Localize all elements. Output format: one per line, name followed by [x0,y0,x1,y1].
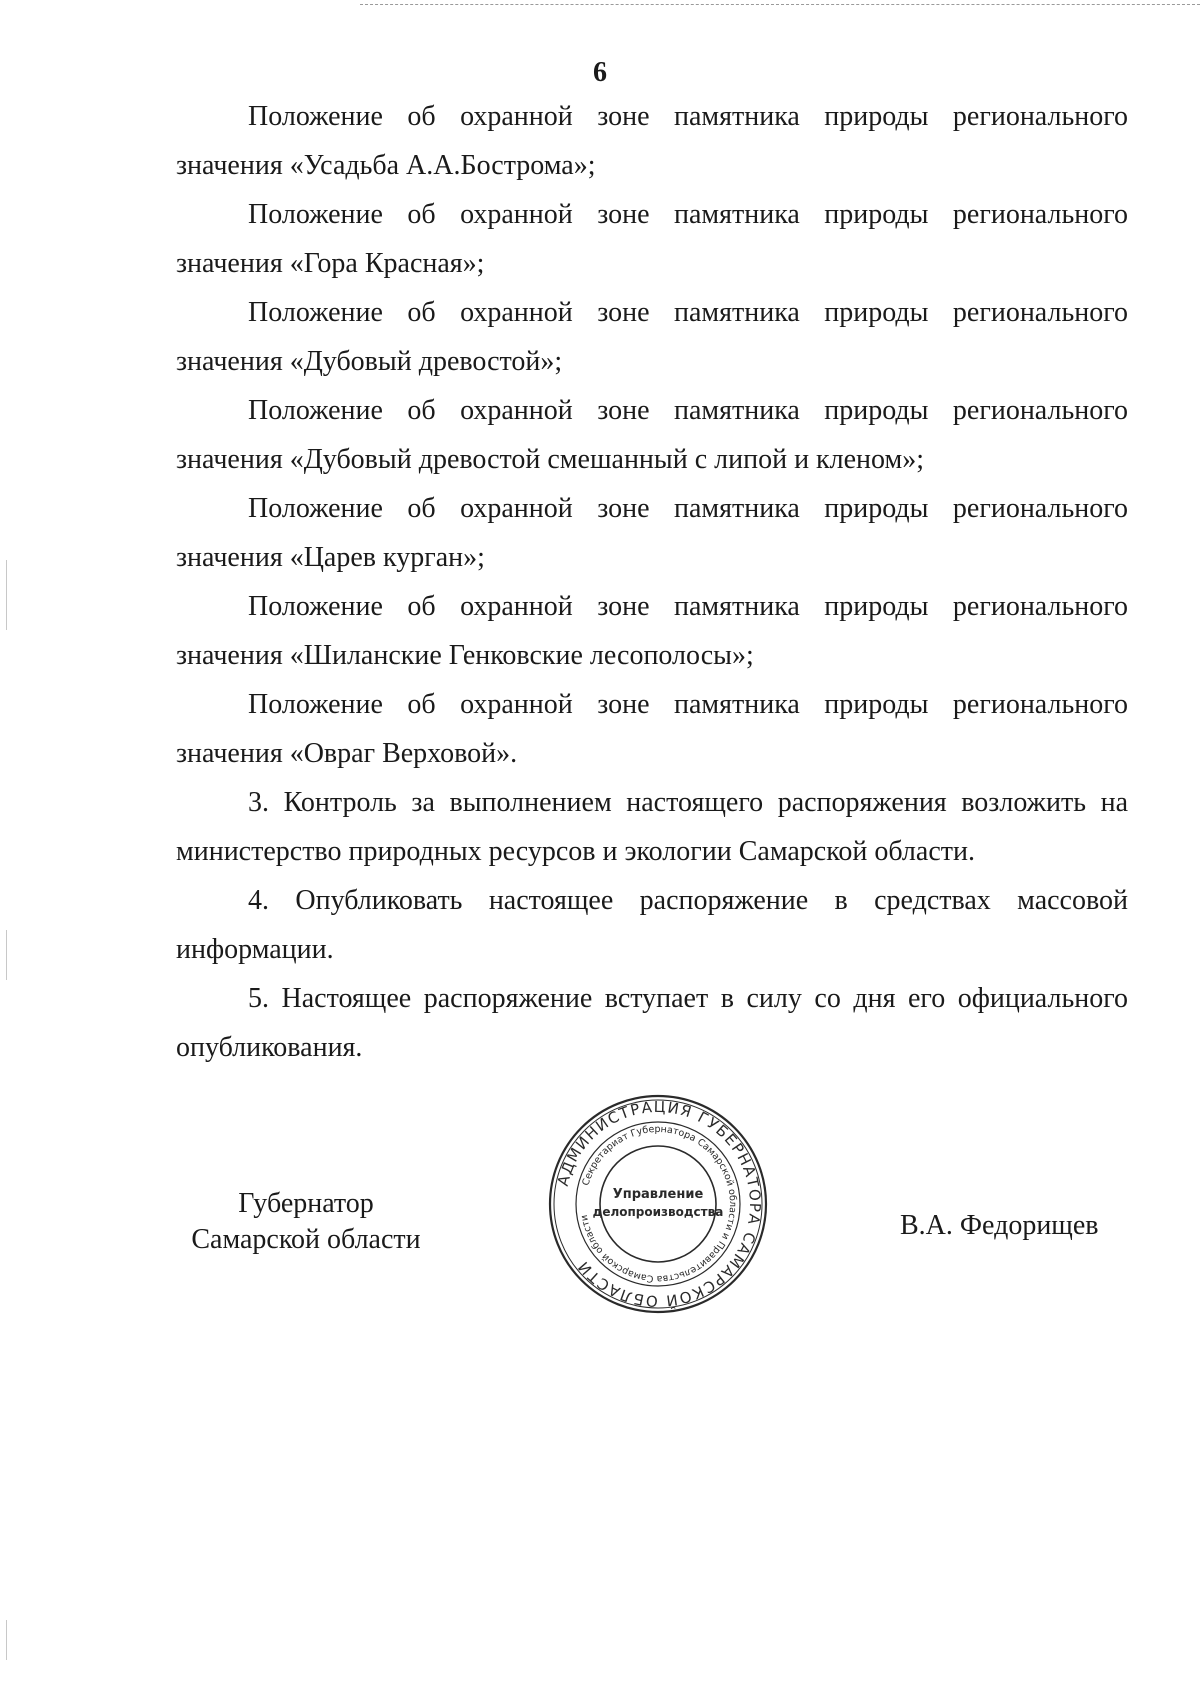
seal-center-line1: Управление [612,1187,704,1202]
clause-5: 5. Настоящее распоряжение вступает в силу со дня его официального опубликования. [176,983,1128,1063]
regulation-item: Положение об охранной зоне памятника природы регионального значения «Дубовый древостой»; [176,297,1128,377]
signatory-title [176,1186,436,1258]
regulation-item: Положение об охранной зоне памятника природы регионального значения «Овраг Верховой». [176,689,1128,769]
regulation-item: Положение об охранной зоне памятника природы регионального значения «Усадьба А.А.Бострома»; [176,101,1128,181]
clause-3: 3. Контроль за выполнением настоящего распоряжения возложить на министерство природных ресурсов и экологии Самарской области. [176,787,1128,867]
document-body [176,92,1128,1072]
signatory-title-line2: Самарской области [191,1224,421,1255]
signatory-name: В.А. Федорищев [900,1210,1099,1241]
regulation-item: Положение об охранной зоне памятника природы регионального значения «Дубовый древостой смешанный с липой и кленом»; [176,395,1128,475]
regulation-item: Положение об охранной зоне памятника природы регионального значения «Шиланские Генковские лесополосы»; [176,591,1128,671]
scan-margin-mark [6,930,7,980]
seal-stamp-icon [544,1090,772,1318]
scan-margin-mark [6,1620,7,1660]
scan-margin-mark [6,560,7,630]
regulation-item: Положение об охранной зоне памятника природы регионального значения «Царев курган»; [176,493,1128,573]
seal-inner-text: Секретариат Губернатора Самарской области и Правительства Самарской области [578,1123,739,1285]
clause-4: 4. Опубликовать настоящее распоряжение в средствах массовой информации. [176,885,1128,965]
regulation-item: Положение об охранной зоне памятника природы регионального значения «Гора Красная»; [176,199,1128,279]
signatory-title-line1: Губернатор [238,1188,374,1219]
page-number: 6 [593,57,607,88]
seal-center-ring [600,1146,716,1262]
seal-outer-text: АДМИНИСТРАЦИЯ ГУБЕРНАТОРА САМАРСКОЙ ОБЛАСТИ [553,1097,765,1311]
signature-block [0,1090,1200,1311]
svg-text:Секретариат Губернатора Самарс [579,1124,738,1284]
seal-center-line2: делопроизводства [592,1205,724,1219]
official-seal [544,1090,772,1318]
scan-top-edge [360,4,1200,5]
